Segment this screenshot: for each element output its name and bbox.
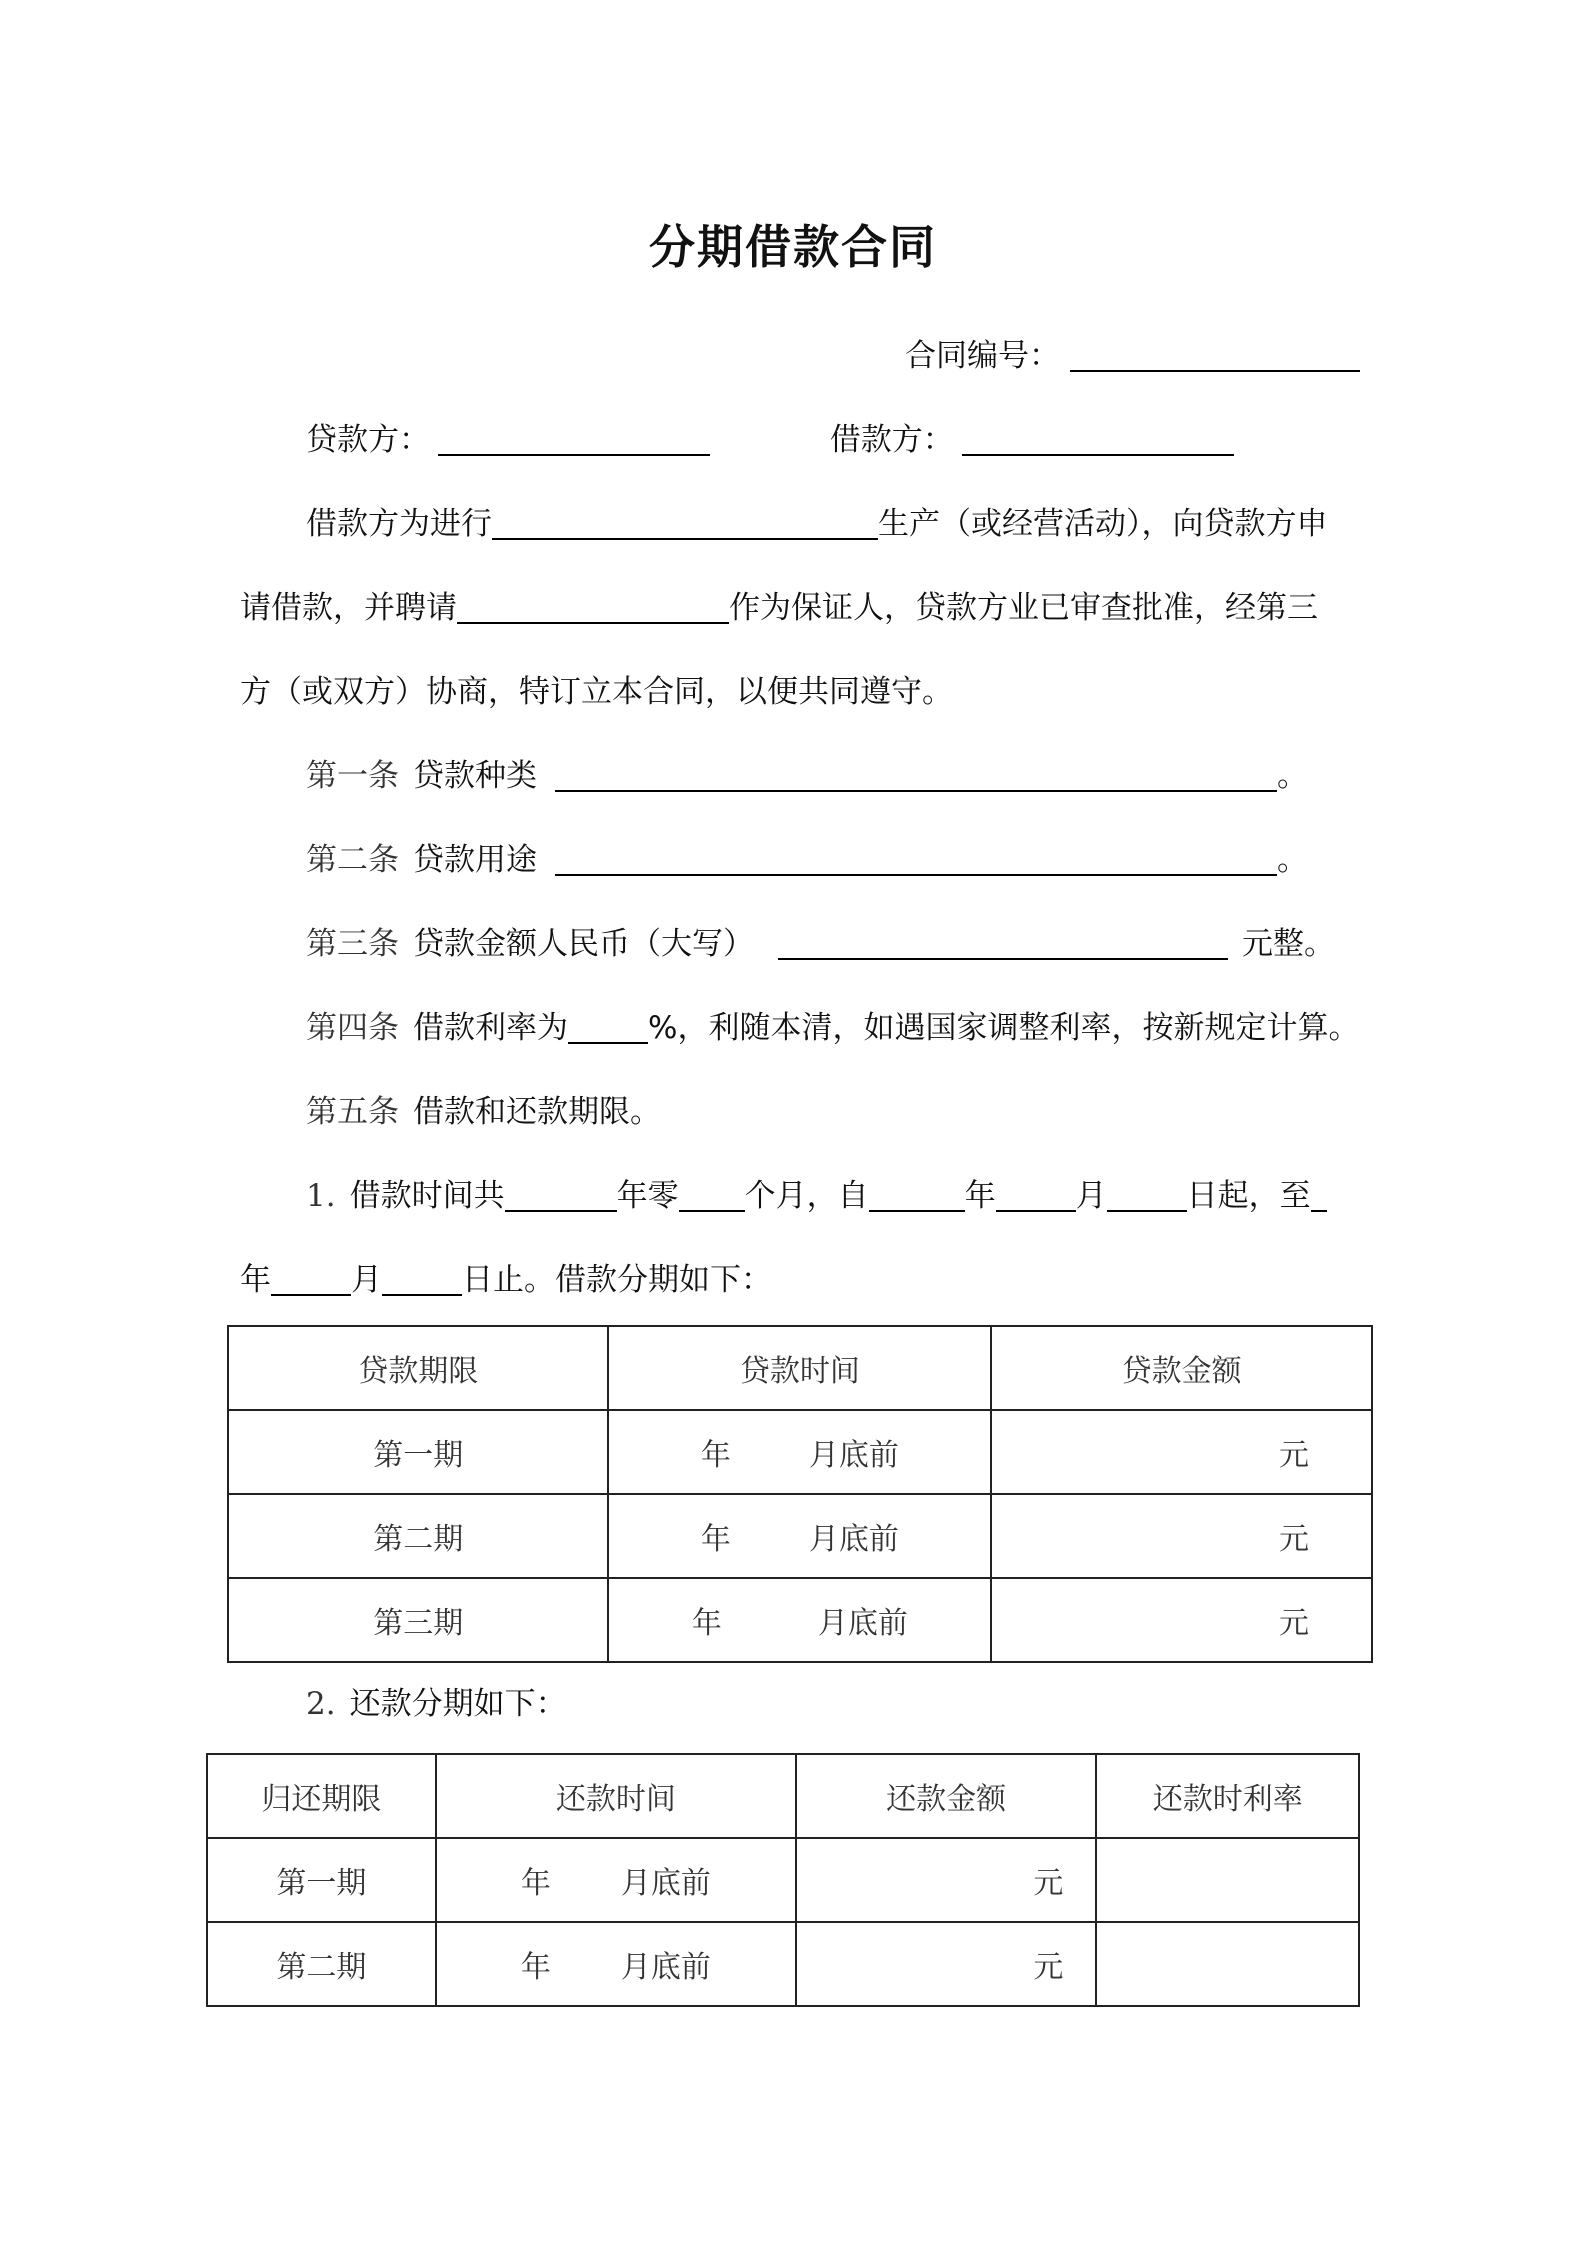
article-text: 借款利率为 [413,1010,568,1046]
term-line-2 [240,1238,1360,1322]
time-cell[interactable]: 年 月底前 [608,1410,991,1494]
borrower-label: 借款方： [829,422,954,458]
interest-rate-field[interactable] [568,1004,648,1044]
term-line-1 [306,1154,1426,1238]
lender-label: 贷款方： [306,422,430,458]
rate-cell[interactable] [1096,1838,1359,1922]
term-text: 个月，自 [744,1178,869,1214]
rate-cell[interactable] [1096,1922,1359,2006]
parties-line [306,398,1426,482]
article-end: %，利随本清，如遇国家调整利率，按新规定计算。 [648,1010,1360,1046]
term-text: 借款时间共 [349,1178,505,1214]
period-cell: 第三期 [228,1578,608,1662]
table-header: 贷款期限 [228,1326,608,1410]
loan-schedule-table [227,1325,1373,1663]
article-number: 第一条 [306,758,399,794]
start-year-field[interactable] [869,1172,965,1212]
table-header: 贷款时间 [608,1326,991,1410]
table-header: 归还期限 [207,1754,436,1838]
repay-number: 2. [306,1686,336,1722]
article-5 [306,1070,1426,1154]
term-number: 1. [306,1178,336,1214]
table-header: 还款金额 [796,1754,1097,1838]
contract-number-line [905,314,1365,398]
table-row [228,1578,1372,1662]
table-row [228,1410,1372,1494]
time-cell[interactable]: 年 月底前 [436,1922,796,2006]
amount-cell[interactable]: 元 [991,1578,1372,1662]
end-month-field[interactable] [271,1256,351,1296]
months-field[interactable] [679,1172,745,1212]
term-text: 年 [240,1262,271,1298]
loan-type-field[interactable] [555,752,1277,792]
repayment-schedule-table [206,1753,1360,2007]
table-row [207,1922,1359,2006]
article-number: 第二条 [306,842,399,878]
time-cell[interactable]: 年 月底前 [608,1578,991,1662]
article-text: 贷款种类 [413,758,537,794]
period-cell: 第一期 [228,1410,608,1494]
article-number: 第五条 [306,1094,399,1130]
time-cell[interactable]: 年 月底前 [608,1494,991,1578]
lender-field[interactable] [438,416,710,456]
end-day-field[interactable] [382,1256,462,1296]
start-month-field[interactable] [996,1172,1076,1212]
borrower-field[interactable] [962,416,1234,456]
start-day-field[interactable] [1107,1172,1187,1212]
article-2 [306,818,1426,902]
article-3 [306,902,1426,986]
repay-heading [306,1662,1426,1746]
contract-number-field[interactable] [1070,332,1360,372]
intro-text: 方（或双方）协商，特订立本合同，以便共同遵守。 [240,674,953,710]
intro-line-3 [240,650,1360,734]
article-text: 贷款用途 [413,842,537,878]
term-text: 年 [964,1178,996,1214]
term-text: 日起，至 [1186,1178,1311,1214]
article-end: 。 [1277,842,1308,878]
amount-cell[interactable]: 元 [796,1838,1097,1922]
article-end: 元整。 [1242,926,1335,962]
production-field[interactable] [492,500,878,540]
period-cell: 第一期 [207,1838,436,1922]
document-title: 分期借款合同 [649,220,937,274]
table-header-row [207,1754,1359,1838]
amount-cell[interactable]: 元 [991,1410,1372,1494]
table-header: 贷款金额 [991,1326,1372,1410]
period-cell: 第二期 [228,1494,608,1578]
intro-line-1 [306,482,1426,566]
article-text: 借款和还款期限。 [413,1094,661,1130]
article-number: 第三条 [306,926,399,962]
table-header: 还款时利率 [1096,1754,1359,1838]
article-1 [306,734,1426,818]
intro-text: 借款方为进行 [306,506,492,542]
amount-cell[interactable]: 元 [796,1922,1097,2006]
end-year-field[interactable] [1311,1172,1327,1212]
repay-text: 还款分期如下： [349,1686,567,1722]
article-text: 贷款金额人民币（大写） [413,926,754,962]
intro-text: 生产（或经营活动），向贷款方申 [878,506,1328,542]
term-text: 月 [1075,1178,1107,1214]
intro-text: 请借款，并聘请 [240,590,457,626]
article-4 [306,986,1426,1070]
guarantor-field[interactable] [457,584,729,624]
term-text: 年零 [616,1178,679,1214]
table-row [228,1494,1372,1578]
loan-amount-field[interactable] [778,920,1228,960]
loan-purpose-field[interactable] [555,836,1277,876]
article-end: 。 [1277,758,1308,794]
table-header: 还款时间 [436,1754,796,1838]
term-text: 日止。借款分期如下： [462,1262,772,1298]
period-cell: 第二期 [207,1922,436,2006]
article-number: 第四条 [306,1010,399,1046]
term-text: 月 [351,1262,382,1298]
intro-line-2 [240,566,1360,650]
intro-text: 作为保证人，贷款方业已审查批准，经第三 [729,590,1318,626]
table-row [207,1838,1359,1922]
contract-number-label: 合同编号： [905,338,1060,374]
time-cell[interactable]: 年 月底前 [436,1838,796,1922]
table-header-row [228,1326,1372,1410]
years-field[interactable] [505,1172,617,1212]
amount-cell[interactable]: 元 [991,1494,1372,1578]
